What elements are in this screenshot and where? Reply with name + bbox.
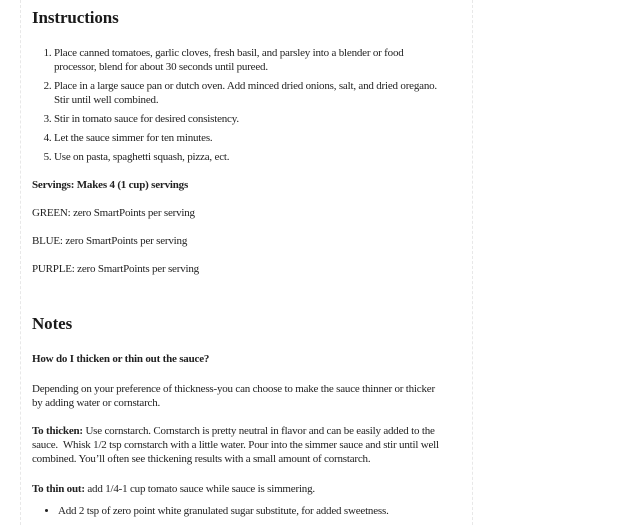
thin-paragraph <box>32 482 446 496</box>
instruction-step-2: 2. Place in a large sauce pan or dutch oven. Add minced dried onions, salt, and dried oregano. Stir until well combined. <box>54 79 446 107</box>
notes-question: How do I thicken or thin out the sauce? <box>32 353 210 365</box>
instruction-step-4: 4. Let the sauce simmer for ten minutes. <box>54 131 446 145</box>
thicken-label: To thicken: <box>32 425 83 437</box>
points-purple-line: PURPLE: zero SmartPoints per serving <box>32 263 199 275</box>
thin-text: add 1/4-1 cup tomato sauce while sauce is simmering. <box>84 483 315 495</box>
thicken-text: Use cornstarch. Cornstarch is pretty neutral in flavor and can be easily added to the sauce. Whisk 1/2 tsp cornstarch with a little water. Pour into the simmer sauce and stir until well combined. You’ll often see thickening results with a small amount of cornstarch. <box>32 425 439 465</box>
tips-list <box>32 504 446 518</box>
points-blue-line: BLUE: zero SmartPoints per serving <box>32 235 188 247</box>
instruction-step-1: 1. Place canned tomatoes, garlic cloves, fresh basil, and parsley into a blender or food processor, blend for about 30 seconds until pureed. <box>54 46 446 74</box>
instructions-heading: Instructions <box>32 8 119 27</box>
instruction-step-5: 5. Use on pasta, spaghetti squash, pizza, ect. <box>54 150 446 164</box>
thin-label: To thin out: <box>32 483 85 495</box>
servings-line: Servings: Makes 4 (1 cup) servings <box>32 179 189 191</box>
instructions-list <box>32 46 446 164</box>
notes-paragraph-thickness: Depending on your preference of thickness-you can choose to make the sauce thinner or thicker by adding water or cornstarch. <box>32 383 435 409</box>
recipe-content <box>21 0 472 518</box>
points-green-line: GREEN: zero SmartPoints per serving <box>32 207 195 219</box>
notes-heading: Notes <box>32 314 73 333</box>
thicken-paragraph <box>32 424 446 466</box>
tip-item-sweetness: • Add 2 tsp of zero point white granulated sugar substitute, for added sweetness. <box>58 504 446 518</box>
instruction-step-3: 3. Stir in tomato sauce for desired consistency. <box>54 112 446 126</box>
content-column <box>20 0 473 525</box>
